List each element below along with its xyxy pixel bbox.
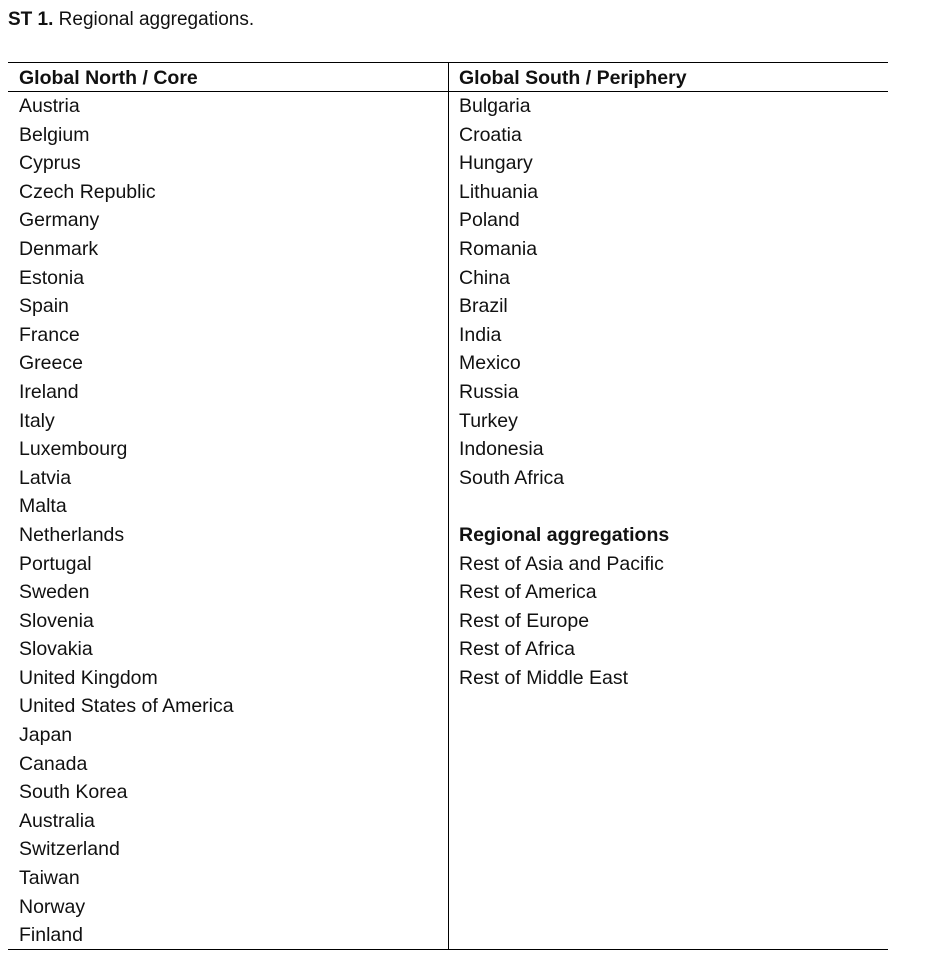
country-item: Lithuania <box>459 180 539 203</box>
country-item: Switzerland <box>19 838 120 861</box>
country-item: Croatia <box>459 123 522 146</box>
regional-aggregations-list <box>449 550 888 693</box>
country-item: Taiwan <box>19 867 80 890</box>
region-item: Rest of Europe <box>459 609 590 632</box>
global-north-header: Global North / Core <box>8 63 448 92</box>
country-item: Poland <box>459 209 520 232</box>
country-item: Hungary <box>459 152 533 175</box>
country-item: Bulgaria <box>459 95 531 117</box>
country-item: Indonesia <box>459 438 544 461</box>
country-item: Greece <box>19 352 83 375</box>
country-item: Romania <box>459 237 538 260</box>
country-item: Italy <box>19 409 55 432</box>
regional-aggregations-title: Regional aggregations <box>459 523 670 546</box>
region-item: Rest of Asia and Pacific <box>459 552 664 575</box>
country-item: Cyprus <box>19 152 81 175</box>
country-item: Ireland <box>19 380 79 403</box>
country-item: Netherlands <box>19 523 125 546</box>
country-item: Latvia <box>19 466 72 489</box>
country-item: China <box>459 266 510 289</box>
country-item: Malta <box>19 495 67 518</box>
country-item: Estonia <box>19 266 85 289</box>
region-item: Rest of Middle East <box>459 666 629 689</box>
country-item: Portugal <box>19 552 92 575</box>
country-item: Norway <box>19 895 86 918</box>
country-item: India <box>459 323 502 346</box>
caption-text: Regional aggregations. <box>53 9 255 30</box>
country-item: Austria <box>19 95 80 117</box>
country-item: Belgium <box>19 123 90 146</box>
region-item: Rest of America <box>459 581 597 604</box>
regional-aggregations-table <box>8 62 888 950</box>
caption-label: ST 1. <box>8 9 54 30</box>
country-item: Czech Republic <box>19 180 156 203</box>
country-item: South Africa <box>459 466 565 489</box>
country-item: Turkey <box>459 409 518 432</box>
country-item: United Kingdom <box>19 666 158 689</box>
global-south-column <box>449 63 888 949</box>
country-item: United States of America <box>19 695 234 718</box>
table-caption <box>8 7 254 33</box>
country-item: France <box>19 323 80 346</box>
country-item: Slovakia <box>19 638 93 661</box>
global-north-list <box>8 92 448 950</box>
region-item: Rest of Africa <box>459 638 575 661</box>
country-item: Finland <box>19 924 83 947</box>
country-item: Mexico <box>459 352 521 375</box>
country-item: Germany <box>19 209 100 232</box>
country-item: Australia <box>19 809 95 832</box>
country-item: South Korea <box>19 781 128 804</box>
country-item: Canada <box>19 752 88 775</box>
global-south-header: Global South / Periphery <box>449 63 888 92</box>
country-item: Luxembourg <box>19 438 128 461</box>
country-item: Japan <box>19 724 73 747</box>
country-item: Brazil <box>459 295 508 318</box>
country-item: Russia <box>459 380 519 403</box>
country-item: Denmark <box>19 237 99 260</box>
country-item: Spain <box>19 295 69 318</box>
global-north-column <box>8 63 449 949</box>
country-item: Slovenia <box>19 609 94 632</box>
global-south-list <box>449 92 888 492</box>
country-item: Sweden <box>19 581 90 604</box>
